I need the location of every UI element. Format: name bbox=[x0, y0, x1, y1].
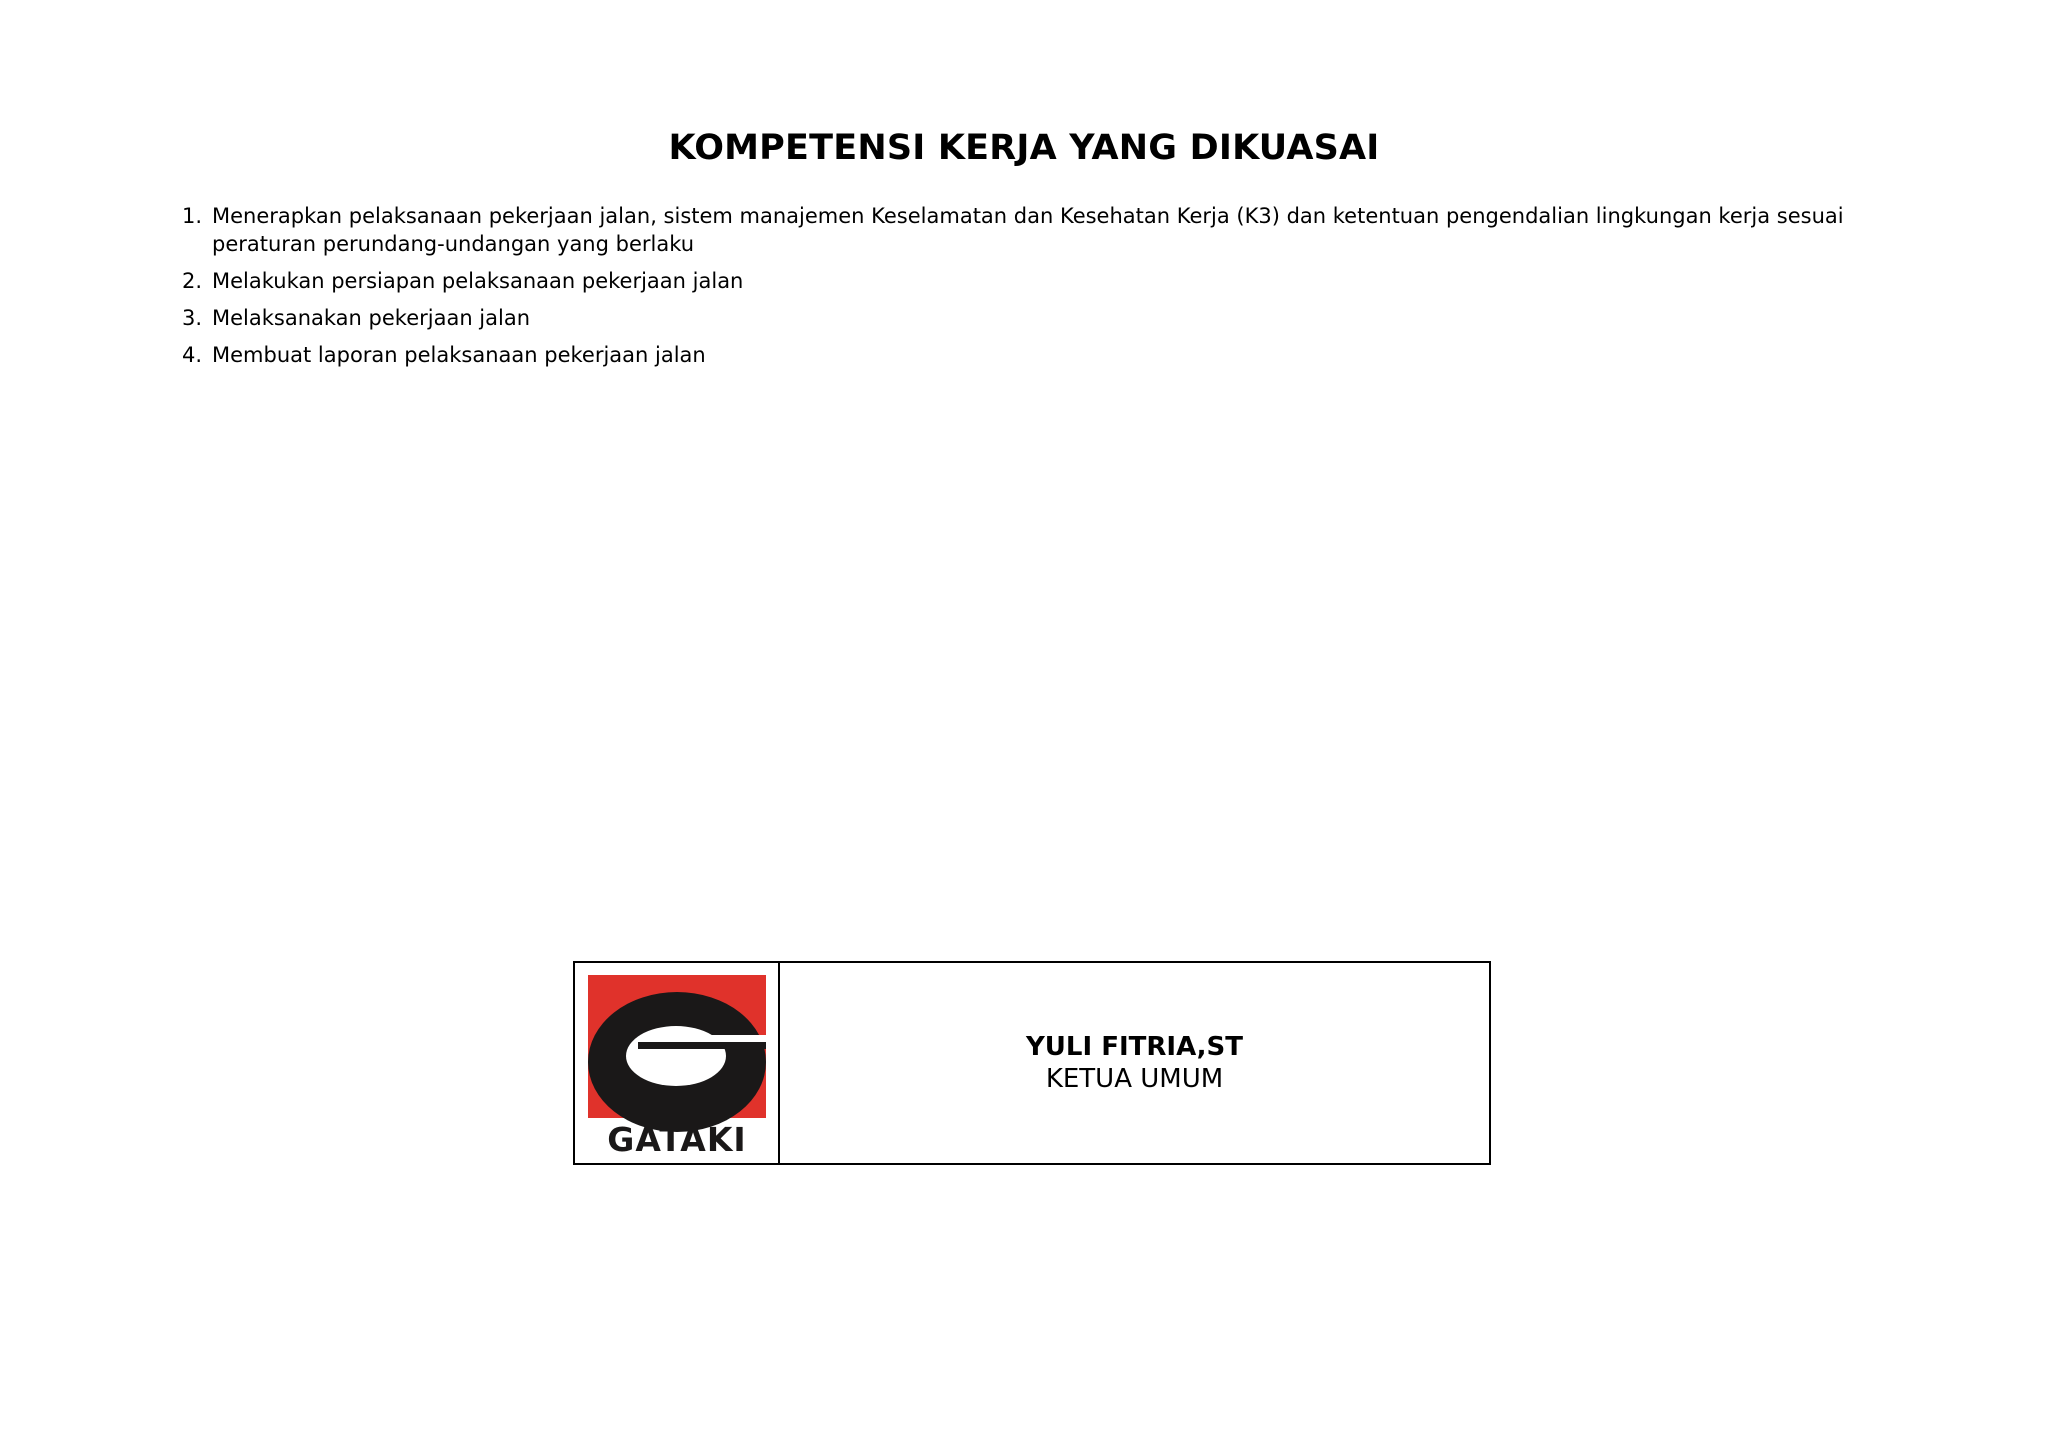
signatory-cell bbox=[780, 963, 1489, 1163]
competency-list bbox=[180, 202, 1900, 378]
competency-item bbox=[180, 341, 1900, 369]
competency-text: Melakukan persiapan pelaksanaan pekerjaan jalan bbox=[212, 269, 744, 293]
competency-item bbox=[180, 267, 1900, 295]
competency-item bbox=[180, 304, 1900, 332]
competency-number: 3. bbox=[182, 306, 203, 330]
competency-text: Menerapkan pelaksanaan pekerjaan jalan, sistem manajemen Keselamatan dan Kesehatan Kerja (K3) dan ketentuan pengendalian lingkungan kerja sesuai peraturan perundang-undangan yang berlaku bbox=[212, 204, 1844, 256]
gataki-logo-icon bbox=[586, 973, 768, 1157]
logo-text: GATAKI bbox=[607, 1120, 747, 1157]
signatory-name: YULI FITRIA,ST bbox=[1025, 1032, 1244, 1062]
competency-text: Melaksanakan pekerjaan jalan bbox=[212, 306, 531, 330]
competency-text: Membuat laporan pelaksanaan pekerjaan jalan bbox=[212, 343, 706, 367]
logo-cell bbox=[575, 963, 780, 1163]
signature-box bbox=[573, 961, 1491, 1165]
competency-number: 4. bbox=[182, 343, 203, 367]
competency-number: 1. bbox=[182, 204, 203, 228]
competency-number: 2. bbox=[182, 269, 203, 293]
logo-g-bar bbox=[638, 1042, 766, 1049]
competency-item bbox=[180, 202, 1900, 258]
page-title: KOMPETENSI KERJA YANG DIKUASAI bbox=[668, 128, 1380, 168]
signatory-role: KETUA UMUM bbox=[1045, 1064, 1224, 1094]
logo-g-gap bbox=[704, 1035, 768, 1042]
